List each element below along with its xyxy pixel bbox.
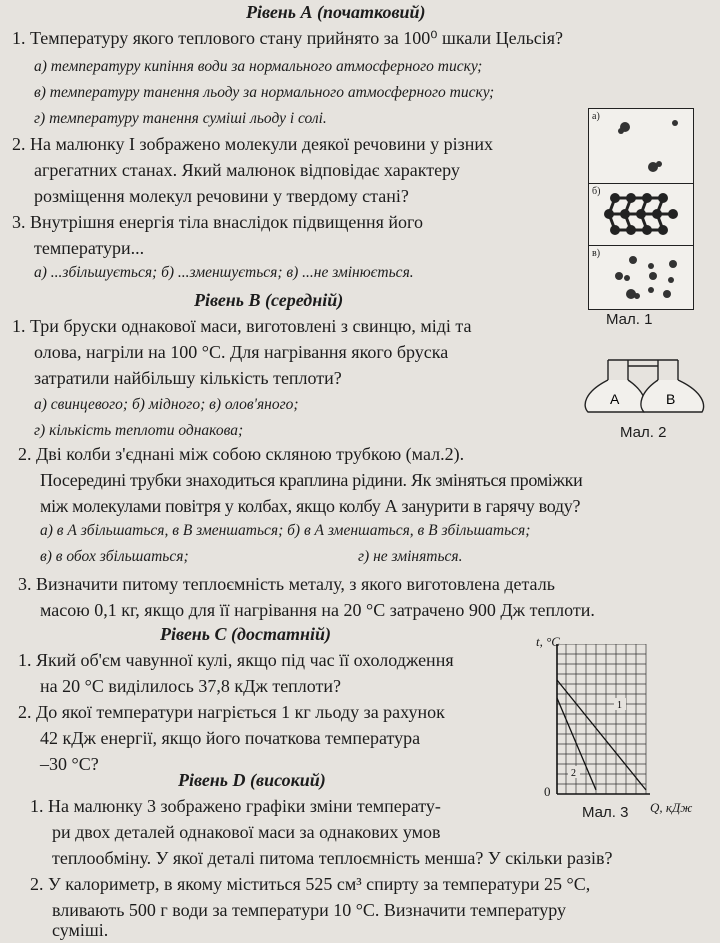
level-a-q2-line3: розміщення молекул речовини у твердому стані? (34, 186, 409, 206)
level-c-title: Рівень С (достатній) (160, 624, 331, 644)
figure1-panel-gas (588, 108, 694, 185)
level-b-title: Рівень В (середній) (194, 290, 344, 310)
level-d-q1-line1: 1. На малюнку 3 зображено графіки зміни температу- (30, 796, 441, 816)
level-d-title: Рівень D (високий) (178, 770, 326, 790)
molecules-gas-icon (589, 109, 693, 184)
graph-origin-label: 0 (544, 784, 551, 799)
figure1-panel-liquid (588, 245, 694, 310)
level-c-q2-line3: –30 °С? (40, 754, 99, 774)
level-a-q2-line1: 2. На малюнку І зображено молекули деякої речовини у різних (12, 134, 493, 154)
level-b-q2-line3: між молекулами повітря у колбах, якщо колбу А занурити в гарячу воду? (40, 496, 581, 516)
level-b-q2-option-c: в) в обох збільшаться; (40, 548, 189, 565)
figure1-caption: Мал. 1 (606, 311, 653, 328)
figure3-caption: Мал. 3 (582, 804, 629, 821)
level-b-q1-option-d: г) кількість теплоти однакова; (34, 422, 244, 439)
figure2-caption: Мал. 2 (620, 424, 667, 441)
level-c-q1-line2: на 20 °С виділилось 37,8 кДж теплоти? (40, 676, 342, 696)
figure1-panel-solid (588, 183, 694, 247)
graph-line-2-label: 2 (571, 768, 576, 779)
level-c-q1-line1: 1. Який об'єм чавунної кулі, якщо під час її охолодження (18, 650, 454, 670)
level-a-q2-line2: агрегатних станах. Який малюнок відповідає характеру (34, 160, 460, 180)
level-a-q1-option-b: в) температуру танення льоду за нормального атмосферного тиску; (34, 84, 495, 101)
level-b-q1-line3: затратили найбільшу кількість теплоти? (34, 368, 342, 388)
molecules-solid-lattice-icon (589, 184, 693, 246)
level-b-q1-line2: олова, нагріли на 100 °С. Для нагрівання якого бруска (34, 342, 449, 362)
level-c-q2-line2: 42 кДж енергії, якщо його початкова температура (40, 728, 421, 748)
figure1-label-a: а) (592, 111, 600, 122)
level-d-q2-line2: вливають 500 г води за температури 10 °С. Визначити температуру (52, 900, 567, 920)
graph-line-1-label: 1 (617, 700, 622, 711)
graph-y-axis-label: t, °C (536, 634, 560, 649)
level-d-q1-line2: ри двох деталей однакової маси за однакових умов (52, 822, 441, 842)
level-a-q3-line2: температури... (34, 238, 145, 258)
level-a-q1-option-a: а) температуру кипіння води за нормального атмосферного тиску; (34, 58, 483, 75)
level-a-q3-options: а) ...збільшується; б) ...зменшується; в) ...не змінюється. (34, 264, 414, 281)
level-b-q1-line1: 1. Три бруски однакової маси, виготовлені з свинцю, міді та (12, 316, 472, 336)
level-a-q1: 1. Температуру якого теплового стану прийнято за 100⁰ шкали Цельсія? (12, 28, 564, 48)
level-d-q2-line1: 2. У калориметр, в якому міститься 525 см³ спирту за температури 25 °С, (30, 874, 591, 894)
level-b-q2-line2: Посередині трубки знаходиться краплина рідини. Як зміняться проміжки (40, 470, 583, 490)
level-a-q1-option-c: г) температуру танення суміші льоду і солі. (34, 110, 327, 127)
figure1-label-c: в) (592, 248, 601, 259)
level-b-q2-options-ab: а) в А збільшаться, в В зменшаться; б) в А зменшаться, в В збільшаться; (40, 522, 531, 539)
flask-a-label: А (610, 391, 620, 407)
level-a-q3-line1: 3. Внутрішня енергія тіла внаслідок підвищення його (12, 212, 423, 232)
figure1-label-b: б) (592, 186, 601, 197)
level-d-q2-line3: суміші. (52, 920, 109, 940)
level-b-q3-line2: масою 0,1 кг, якщо для її нагрівання на 20 °С затрачено 900 Дж теплоти. (40, 600, 595, 620)
molecules-liquid-icon (589, 246, 693, 309)
figure3-graph (556, 644, 650, 796)
level-b-q2-line1: 2. Дві колби з'єднані між собою скляною трубкою (мал.2). (18, 444, 465, 464)
level-b-q3-line1: 3. Визначити питому теплоємність металу, з якого виготовлена деталь (18, 574, 555, 594)
flask-b-label: В (666, 391, 676, 407)
level-b-q1-options: а) свинцевого; б) мідного; в) олов'яного; (34, 396, 299, 413)
level-c-q2-line1: 2. До якої температури нагріється 1 кг льоду за рахунок (18, 702, 445, 722)
level-a-title: Рівень А (початковий) (246, 2, 426, 22)
graph-x-axis-label: Q, кДж (650, 800, 693, 815)
level-d-q1-line3: теплообміну. У якої деталі питома теплоємність менша? У скільки разів? (52, 848, 613, 868)
level-b-q2-option-d: г) не зміняться. (358, 548, 463, 565)
